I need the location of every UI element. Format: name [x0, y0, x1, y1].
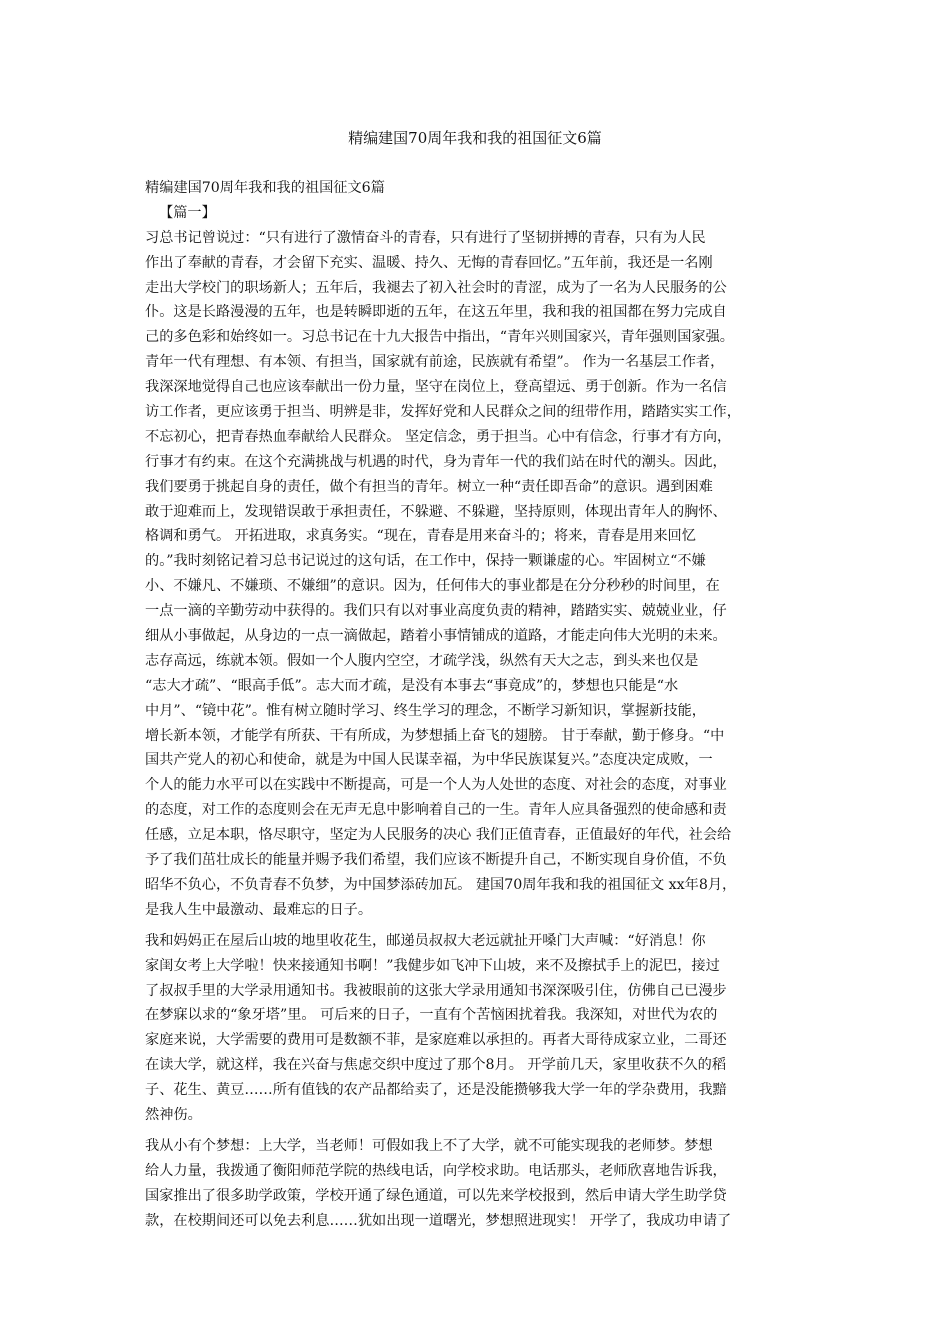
- text-line: 我和妈妈正在屋后山坡的地里收花生，邮递员叔叔大老远就扯开嗓门大声喊：“好消息！你: [145, 932, 706, 949]
- text-line: 我深深地觉得自己也应该奉献出一份力量，坚守在岗位上，登高望远、勇于创新。作为一名信: [145, 379, 727, 396]
- text-line: 小、不嫌凡、不嫌琐、不嫌细”的意识。因为，任何伟大的事业都是在分分秒秒的时间里，在: [145, 578, 720, 595]
- text-line: 了叔叔手里的大学录用通知书。我被眼前的这张大学录用通知书深深吸引住，仿佛自己已漫步: [145, 982, 727, 999]
- text-line: 志存高远，练就本领。假如一个人腹内空空，才疏学浅，纵然有天大之志，到头来也仅是: [145, 652, 699, 669]
- text-line: 国家推出了很多助学政策，学校开通了绿色通道，可以先来学校报到，然后申请大学生助学贷: [145, 1187, 727, 1204]
- text-line: 的。”我时刻铭记着习总书记说过的这句话，在工作中，保持一颗谦虚的心。牢固树立“不嫌: [145, 553, 706, 570]
- text-line: 款，在校期间还可以免去利息……犹如出现一道曙光，梦想照进现实！ 开学了，我成功申请了: [145, 1212, 732, 1229]
- text-line: 任感，立足本职，恪尽职守，坚定为人民服务的决心 我们正值青春，正值最好的年代，社会给: [145, 827, 732, 844]
- paragraph-3: [145, 929, 825, 1128]
- text-line: 给人力量，我拨通了衡阳师范学院的热线电话，向学校求助。电话那头，老师欣喜地告诉我，: [145, 1162, 727, 1179]
- text-line: 家闺女考上大学啦！快来接通知书啊！”我健步如飞冲下山坡，来不及擦拭手上的泥巴，接过: [145, 957, 720, 974]
- paragraph-1: [145, 226, 825, 649]
- text-line: 家庭来说，大学需要的费用可是数额不菲，是家庭难以承担的。再者大哥待成家立业，二哥还: [145, 1032, 727, 1049]
- text-line: 在梦寐以求的“象牙塔”里。 可后来的日子，一直有个苦恼困扰着我。我深知，对世代为农的: [145, 1007, 718, 1024]
- document-title: 精编建国70周年我和我的祖国征文6篇: [348, 129, 602, 147]
- paragraph-4: [145, 1134, 825, 1234]
- paragraph-2: [145, 649, 825, 923]
- text-line: 一点一滴的辛勤劳动中获得的。我们只有以对事业高度负责的精神，踏踏实实、兢兢业业，仔: [145, 603, 727, 620]
- text-line: 国共产党人的初心和使命，就是为中国人民谋幸福，为中华民族谋复兴。”态度决定成败，一: [145, 752, 713, 769]
- text-line: 增长新本领，才能学有所获、干有所成，为梦想插上奋飞的翅膀。 甘于奉献，勤于修身。“中: [145, 727, 725, 744]
- text-line: 访工作者，更应该勇于担当、明辨是非，发挥好党和人民群众之间的纽带作用，踏踏实实工作，: [145, 404, 741, 421]
- text-line: 走出大学校门的职场新人；五年后，我褪去了初入社会时的青涩，成为了一名为人民服务的公: [145, 279, 727, 296]
- text-line: 我从小有个梦想：上大学，当老师！可假如我上不了大学，就不可能实现我的老师梦。梦想: [145, 1137, 713, 1154]
- text-line: 习总书记曾说过：“只有进行了激情奋斗的青春，只有进行了坚韧拼搏的青春，只有为人民: [145, 229, 706, 246]
- text-line: 是我人生中最激动、最难忘的日子。: [145, 901, 373, 918]
- text-line: 中月”、“镜中花”。惟有树立随时学习、终生学习的理念，不断学习新知识，掌握新技能，: [145, 702, 706, 719]
- document-subtitle: 精编建国70周年我和我的祖国征文6篇: [145, 180, 385, 196]
- text-line: 细从小事做起，从身边的一点一滴做起，踏着小事情铺成的道路，才能走向伟大光明的未来。: [145, 628, 727, 645]
- text-line: 行事才有约束。在这个充满挑战与机遇的时代，身为青年一代的我们站在时代的潮头。因此，: [145, 453, 727, 470]
- text-line: 予了我们茁壮成长的能量并赐予我们希望，我们应该不断提升自己，不断实现自身价值，不负: [145, 852, 727, 869]
- text-line: 子、花生、黄豆……所有值钱的农产品都给卖了，还是没能攒够我大学一年的学杂费用，我黯: [145, 1082, 727, 1099]
- text-line: “志大才疏”、“眼高手低”。志大而才疏，是没有本事去“事竟成”的，梦想也只能是“水: [145, 677, 679, 694]
- text-line: 在读大学，就这样，我在兴奋与焦虑交织中度过了那个8月。 开学前几天，家里收获不久的稻: [145, 1057, 727, 1074]
- text-line: 然神伤。: [145, 1106, 202, 1123]
- text-line: 我们要勇于挑起自身的责任，做个有担当的青年。树立一种“责任即吾命”的意识。遇到困难: [145, 478, 713, 495]
- text-line: 昭华不负心，不负青春不负梦，为中国梦添砖加瓦。 建国70周年我和我的祖国征文 xx年8月，: [145, 876, 737, 893]
- text-line: 格调和勇气。 开拓进取，求真务实。“现在，青春是用来奋斗的；将来，青春是用来回忆: [145, 528, 696, 545]
- text-line: 敢于迎难而上，发现错误敢于承担责任，不躲避、不躲避，坚持原则，体现出青年人的胸怀、: [145, 503, 727, 520]
- text-line: 作出了奉献的青春，才会留下充实、温暖、持久、无悔的青春回忆。”五年前，我还是一名刚: [145, 254, 713, 271]
- text-line: 个人的能力水平可以在实践中不断提高，可是一个人为人处世的态度、对社会的态度，对事业: [145, 777, 727, 794]
- section-label: 【篇一】: [159, 204, 216, 221]
- text-line: 青年一代有理想、有本领、有担当，国家就有前途，民族就有希望”。 作为一名基层工作者，: [145, 354, 725, 371]
- text-line: 不忘初心，把青春热血奉献给人民群众。 坚定信念，勇于担当。心中有信念，行事才有方向，: [145, 428, 732, 445]
- text-line: 己的多色彩和始终如一。习总书记在十九大报告中指出，“青年兴则国家兴，青年强则国家强。: [145, 329, 734, 346]
- text-line: 仆。这是长路漫漫的五年，也是转瞬即逝的五年，在这五年里，我和我的祖国都在努力完成自: [145, 304, 727, 321]
- text-line: 的态度，对工作的态度则会在无声无息中影响着自己的一生。青年人应具备强烈的使命感和责: [145, 802, 727, 819]
- document-body: [145, 176, 825, 1233]
